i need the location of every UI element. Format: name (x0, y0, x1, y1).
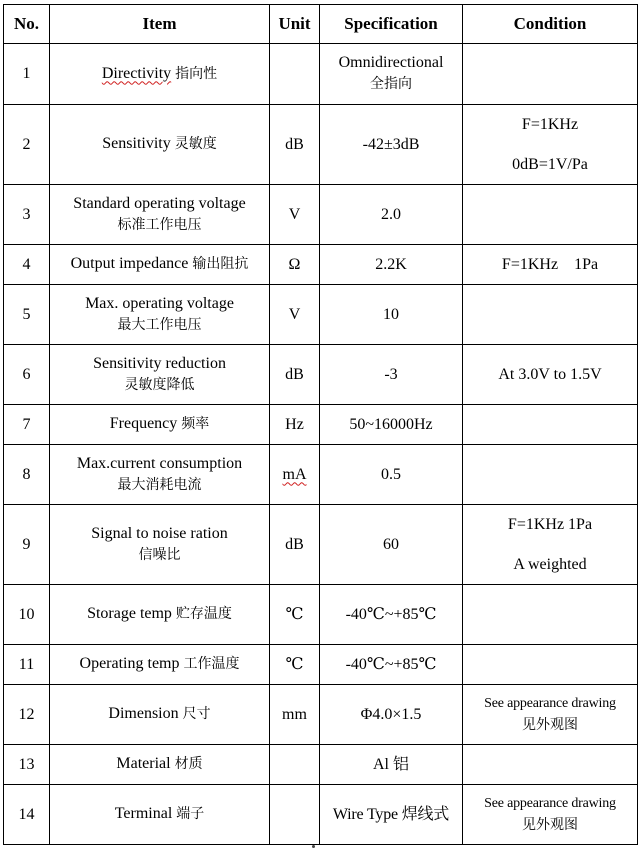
condition-cell (463, 405, 638, 445)
item-name-cn: 指向性 (175, 66, 218, 82)
spec-cell: 50~16000Hz (320, 405, 463, 445)
spec-cell: -40℃~+85℃ (320, 645, 463, 685)
spec-cell: Wire Type 焊线式 (320, 785, 463, 845)
item-name-cn: 频率 (181, 417, 210, 432)
unit-cell (270, 745, 320, 785)
spec-cell: -42±3dB (320, 105, 463, 185)
item-name-cn: 标准工作电压 (117, 217, 202, 233)
table-row (4, 245, 638, 285)
item-cell (50, 785, 270, 845)
item-name-en: Output impedance (70, 255, 189, 272)
spec-cell: 60 (320, 505, 463, 585)
row-number: 10 (4, 585, 50, 645)
page-mark (312, 845, 315, 848)
item-name-en: Storage temp (87, 605, 172, 622)
condition-line-1: F=1KHz 1Pa (507, 515, 593, 533)
condition-cell (463, 105, 638, 185)
row-number: 8 (4, 445, 50, 505)
table-row (4, 785, 638, 845)
unit-cell (270, 44, 320, 105)
table-row (4, 105, 638, 185)
item-name-cn: 灵敏度 (174, 137, 217, 152)
item-name-en: Sensitivity (102, 135, 171, 152)
unit-cell: dB (270, 105, 320, 185)
condition-part-2: 1Pa (574, 255, 599, 273)
header-item: Item (50, 5, 270, 44)
table-row (4, 645, 638, 685)
condition-cell: At 3.0V to 1.5V (463, 345, 638, 405)
row-number: 3 (4, 185, 50, 245)
item-name-en: Material (116, 755, 171, 772)
unit-cell: V (270, 185, 320, 245)
unit-cell: Hz (270, 405, 320, 445)
item-name-en: Signal to noise ration (91, 524, 228, 542)
table-row (4, 185, 638, 245)
row-number: 14 (4, 785, 50, 845)
item-name-cn: 输出阻抗 (192, 257, 249, 272)
item-name-en: Standard operating voltage (73, 194, 246, 212)
item-name-cn: 灵敏度降低 (124, 377, 195, 393)
spec-cell: 2.2K (320, 245, 463, 285)
item-name-cn: 尺寸 (182, 707, 211, 722)
row-number: 12 (4, 685, 50, 745)
condition-line-2: 见外观图 (522, 817, 578, 833)
item-name-cn: 工作温度 (183, 657, 240, 672)
item-name-cn: 贮存温度 (175, 607, 232, 622)
row-number: 4 (4, 245, 50, 285)
item-name-cn: 最大消耗电流 (117, 477, 202, 493)
table-row (4, 285, 638, 345)
header-specification: Specification (320, 5, 463, 44)
table-row (4, 44, 638, 105)
table-row (4, 685, 638, 745)
condition-cell (463, 685, 638, 745)
condition-cell (463, 185, 638, 245)
item-cell (50, 44, 270, 105)
item-cell (50, 245, 270, 285)
unit-cell: ℃ (270, 645, 320, 685)
header-row (4, 5, 638, 44)
spec-cell: 10 (320, 285, 463, 345)
condition-line-2: 0dB=1V/Pa (512, 155, 588, 173)
item-cell (50, 285, 270, 345)
condition-cell (463, 505, 638, 585)
item-cell (50, 745, 270, 785)
condition-cell (463, 745, 638, 785)
unit-cell (270, 785, 320, 845)
row-number: 13 (4, 745, 50, 785)
condition-cell (463, 44, 638, 105)
item-name-en: Operating temp (79, 655, 180, 672)
item-name-en: Dimension (108, 705, 179, 722)
item-name-en: Directivity (101, 64, 172, 82)
item-name-cn: 端子 (176, 807, 205, 822)
unit-cell: mm (270, 685, 320, 745)
unit-cell: Ω (270, 245, 320, 285)
item-name-en: Max.current consumption (76, 454, 243, 472)
spec-cell: 0.5 (320, 445, 463, 505)
table-row (4, 745, 638, 785)
item-name-cn: 信噪比 (138, 547, 181, 563)
specification-table (3, 4, 638, 845)
header-no: No. (4, 5, 50, 44)
item-name-en: Sensitivity reduction (93, 354, 226, 372)
condition-line-1: See appearance drawing (484, 795, 616, 811)
spec-cell: -40℃~+85℃ (320, 585, 463, 645)
table-row (4, 585, 638, 645)
table-row (4, 505, 638, 585)
item-cell (50, 345, 270, 405)
row-number: 11 (4, 645, 50, 685)
condition-part-1: F=1KHz (501, 255, 559, 273)
item-cell (50, 685, 270, 745)
unit-cell: dB (270, 505, 320, 585)
item-name-en: Terminal (114, 805, 173, 822)
condition-cell (463, 645, 638, 685)
unit-text: mA (282, 465, 307, 483)
item-cell (50, 105, 270, 185)
condition-cell (463, 785, 638, 845)
table-row (4, 405, 638, 445)
item-cell (50, 405, 270, 445)
table-row (4, 445, 638, 505)
unit-cell: ℃ (270, 585, 320, 645)
row-number: 7 (4, 405, 50, 445)
row-number: 1 (4, 44, 50, 105)
condition-cell (463, 445, 638, 505)
item-cell (50, 185, 270, 245)
unit-cell: V (270, 285, 320, 345)
row-number: 5 (4, 285, 50, 345)
row-number: 9 (4, 505, 50, 585)
header-condition: Condition (463, 5, 638, 44)
item-cell (50, 445, 270, 505)
unit-cell: dB (270, 345, 320, 405)
condition-line-1: F=1KHz (521, 115, 579, 133)
item-name-cn: 材质 (174, 757, 203, 772)
condition-cell (463, 285, 638, 345)
spec-cell: -3 (320, 345, 463, 405)
condition-line-2: A weighted (513, 555, 587, 573)
item-name-en: Max. operating voltage (85, 294, 234, 312)
table-row (4, 345, 638, 405)
row-number: 6 (4, 345, 50, 405)
item-name-en: Frequency (109, 415, 178, 432)
header-unit: Unit (270, 5, 320, 44)
spec-line-2: 全指向 (370, 77, 412, 92)
condition-line-2: 见外观图 (522, 717, 578, 733)
spec-line-1: Omnidirectional (338, 54, 444, 71)
condition-cell (463, 245, 638, 285)
condition-line-1: See appearance drawing (484, 695, 616, 711)
spec-cell: Al 铝 (320, 745, 463, 785)
item-name-cn: 最大工作电压 (117, 317, 202, 333)
row-number: 2 (4, 105, 50, 185)
spec-cell: 2.0 (320, 185, 463, 245)
item-cell (50, 645, 270, 685)
spec-cell (320, 44, 463, 105)
spec-cell: Φ4.0×1.5 (320, 685, 463, 745)
condition-cell (463, 585, 638, 645)
item-cell (50, 585, 270, 645)
item-cell (50, 505, 270, 585)
unit-cell (270, 445, 320, 505)
